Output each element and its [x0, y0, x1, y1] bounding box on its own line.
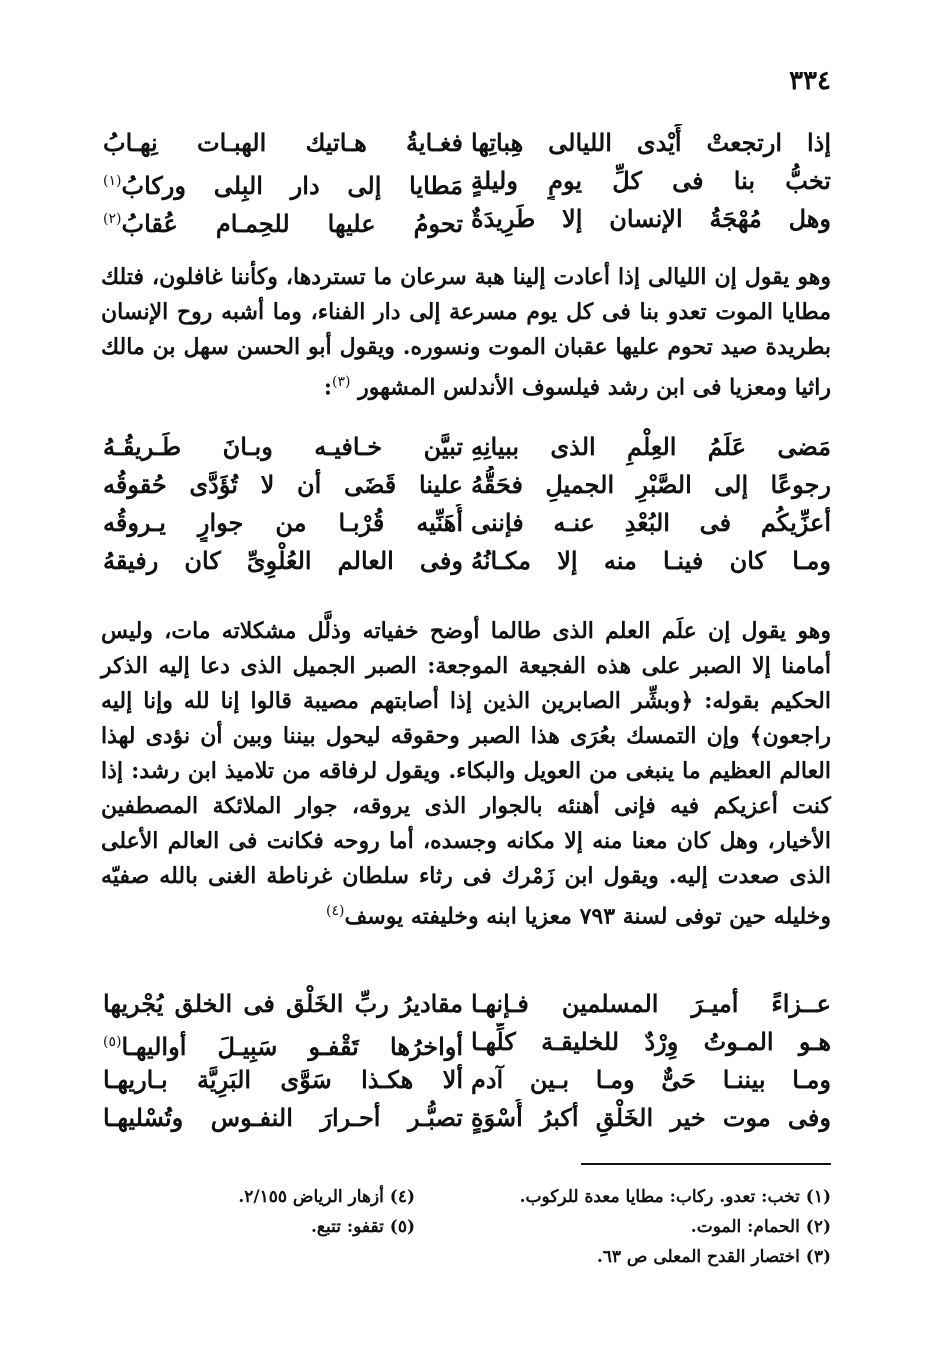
page-number: ٣٣٤: [789, 66, 831, 96]
footnote-ref: (٣): [332, 374, 351, 390]
footnotes-right-column: [520, 1182, 831, 1272]
footnotes-left-column: [238, 1182, 415, 1242]
verse-second-hemistich: مَطايا إلى دار البِلى وركابُ$^{(١)}$: [103, 171, 463, 200]
verse-first-hemistich: رجوعًا إلى الصَّبْرِ الجميلِ فحَقُّهُ: [471, 470, 831, 499]
footnote-divider: [581, 1163, 831, 1165]
verse-first-hemistich: أعزِّيكُم فى البُعْدِ عنـه فإننى: [471, 508, 831, 537]
verse: [103, 985, 831, 1023]
verse-second-hemistich: وفى العالم العُلْوِىِّ كان رفيقهُ: [103, 546, 463, 575]
verse-second-hemistich: فغـايةُ هـاتيك الهبـات نِهـابُ: [103, 128, 463, 157]
verse-first-hemistich: ومـا بيننـا حَىٌّ ومـا بـين آدم: [471, 1065, 831, 1094]
poem-3: [103, 985, 831, 1137]
paragraph-2: وهو يقول إن علَم العلم الذى طالما أوضح خفياته وذلَّل مشكلاته مات، وليس أمامنا إلا الصبر على هذه الفجيعة الموجعة: الصبر الجميل الذى دعا إليه الذكر الحكيم بقوله: ﴿وبشِّر الصابرين الذين إذا أصابتهم مصيبة قالوا إنا لله وإنا إليه راجعون﴾ وإن التمسك بعُرَى هذا الصبر وحقوقه ليحول بيننا وبين أن نؤدى لهذا العالم العظيم ما ينبغى من العويل والبكاء. ويقول لرفاقه من تلاميذ ابن رشد: إذا كنت أعزيكم فيه فإنى أهنئه بالجوار الذى يروقه، جوار الملائكة المصطفين الأخيار، وهل كان معنا منه إلا مكانه وجسده، أما روحه فكانت فى العالم الأعلى الذى صعدت إليه. ويقول ابن زَمْرك فى رثاء سلطان غرناطة الغنى بالله صفيّه وخليله حين توفى لسنة ٧٩٣ معزيا ابنه وخليفته يوسف$^{(٤)}$: [101, 618, 831, 930]
verse: [103, 542, 831, 580]
poem-2: [103, 428, 831, 580]
verse: [103, 504, 831, 542]
footnote-ref: (٤): [326, 903, 345, 919]
verse: [103, 1061, 831, 1099]
verse-first-hemistich: وفى موت خير الخَلْقِ أكبرُ أُسْوَةٍ: [471, 1103, 831, 1132]
verse-first-hemistich: إذا ارتجعتْ أَيْدى الليالى هِباتِها: [471, 128, 831, 157]
poem-1: [103, 124, 831, 238]
verse-second-hemistich: مقاديرُ ربِّ الخَلْق فى الخلق يُجْريها: [103, 989, 463, 1018]
verse-first-hemistich: تخبُّ بنا فى كلِّ يومٍ وليلةٍ: [471, 166, 831, 195]
verse-second-hemistich: أواخرُها تَقْفـو سَبِيـلَ أواليهـا$^{(٥)}$: [103, 1032, 463, 1061]
verse-first-hemistich: وهل مُهْجَةُ الإنسان إلا طَرِيدَةٌ: [471, 204, 831, 233]
footnote: (٢) الحمام: الموت.: [690, 1217, 831, 1237]
verse: [103, 162, 831, 200]
footnote-ref: (١): [103, 173, 122, 189]
verse-second-hemistich: علينا قَضَى أن لا تُؤَدَّى حُقوقُه: [103, 470, 463, 499]
footnote: (٥) تقفو: تتبع.: [310, 1217, 415, 1237]
verse: [103, 428, 831, 466]
verse-second-hemistich: تبيَّن خـافيـه وبـانَ طَـريقُـهُ: [103, 432, 463, 461]
verse: [103, 200, 831, 238]
footnote-ref: (٥): [103, 1034, 122, 1050]
footnote: (٤) أزهار الرياض ٢/١٥٥.: [238, 1187, 415, 1207]
verse-second-hemistich: ألا هكـذا سَوَّى البَرِيَّة بـاريهـا: [103, 1065, 463, 1094]
verse: [103, 466, 831, 504]
footnote: (١) تخب: تعدو. ركاب: مطايا معدة للركوب.: [519, 1187, 831, 1207]
verse: [103, 1023, 831, 1061]
verse-second-hemistich: أُهَنِّيه قُرْبـا من جوارٍ يـروقُه: [103, 508, 463, 537]
verse-first-hemistich: ومـا كان فينـا منه إلا مكـانُهُ: [471, 546, 831, 575]
verse: [103, 1099, 831, 1137]
verse-first-hemistich: هـو المـوتُ وِرْدٌ للخليقـة كلِّهـا: [471, 1027, 831, 1056]
footnote-ref: (٢): [103, 211, 122, 227]
verse-second-hemistich: تحومُ عليها للحِمـام عُقابُ$^{(٢)}$: [103, 209, 463, 238]
verse-first-hemistich: مَضى عَلَمُ العِلْمِ الذى ببيانِهِ: [471, 432, 831, 461]
verse: [103, 124, 831, 162]
verse-second-hemistich: تصبُّـر أحـرارَ النفـوس وتُسْليهـا: [103, 1103, 463, 1132]
verse-first-hemistich: عــزاءً أميـرَ المسلمين فـإنهـا: [471, 989, 831, 1018]
paragraph-1: وهو يقول إن الليالى إذا أعادت إلينا هبة سرعان ما تستردها، وكأننا غافلون، فتلك مطايا الموت تعدو بنا فى كل يوم مسرعة إلى دار الفناء، وما أشبه روح الإنسان بطريدة صيد تحوم عليها عقبان الموت ونسوره. ويقول أبو الحسن سهل بن مالك راثيا ومعزيا فى ابن رشد فيلسوف الأندلس المشهور $^{(٣)}$:: [101, 264, 831, 401]
footnote: (٣) اختصار القدح المعلى ص ٦٣.: [596, 1247, 831, 1267]
